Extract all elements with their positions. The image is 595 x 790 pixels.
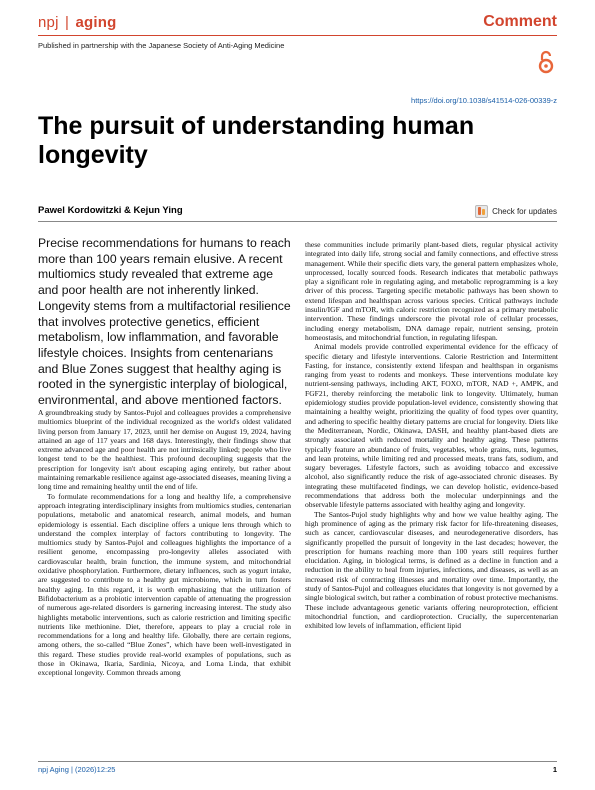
body-column-right [305,240,558,630]
crossmark-icon [475,205,488,218]
brand-aging: aging [75,14,117,31]
check-for-updates-label: Check for updates [492,207,557,216]
standfirst: Precise recommendations for humans to reach more than 100 years remain elusive. A recent multiomics study revealed that extreme age and poor health are not inherently linked. Longevity stems from a multifactorial resilience that involves protective genetics, efficient metabolism, low inflammation, and favorable lifestyle choices. Insights from centenarians and Blue Zones suggest that healthy aging is rooted in the synergistic interplay of biological, environmental, and above mentioned factors. [38,236,291,408]
check-for-updates-button[interactable] [475,205,557,218]
page-number: 1 [552,765,557,774]
body-paragraph: Animal models provide controlled experimental evidence for the efficacy of specific dietary and lifestyle interventions. Calorie Restriction and Intermittent Fasting, for instance, consistently extend lifespan and healthspan in organisms ranging from yeast to rodents and monkeys. These interventions modulate key nutrient-sensing pathways, including AKT, FOXO, mTOR, NAD +, AMPK, and FGF21, thereby reinforcing the metabolic link to longevity. Ultimately, human epidemiology studies provide population-level evidence, consistently showing that maintaining a healthy weight, prioritizing the quality of food types over quantity, and adhering to specific healthy dietary patterns are crucial for longevity. Diets like the Mediterranean, Nordic, Okinawa, DASH, and healthy plant-based diets are strongly associated with reduced mortality and healthy aging. These patterns typically feature an abundance of fruits, vegetables, whole grains, nuts, legumes, and lean proteins, while limiting red and processed meats, trans fats, sodium, and sugary beverages. Lifestyle factors, such as avoiding tobacco and excessive alcohol, also significantly reduce the risk of age-associated chronic diseases. By integrating these multifaceted findings, we can develop holistic, evidence-based recommendations that address both the molecular underpinnings and the observable lifestyle patterns associated with healthy aging and longevity. [305,342,558,510]
body-paragraph: these communities include primarily plant-based diets, regular physical activity integrated into daily life, strong social and family connections, and effective stress management. While their specific diets vary, the general pattern emphasizes whole, unprocessed, locally sourced foods. Research indicates that metabolic pathways play a significant role in regulating aging, and metabolic reprogramming is a key driver of this process. Targeting specific metabolic pathways has been shown to extend lifespan and healthspan across various species. Critical pathways include insulin/IGF and mTOR, with caloric restriction recognized as a primary metabolic intervention. These findings underscore the pivotal role of cellular processes, including energy metabolism, DNA damage repair, nutrient sensing, protein homeostasis, and mitochondrial function, in regulating lifespan. [305,240,558,342]
footer-citation: npj Aging | (2026)12:25 [38,765,116,774]
partnership-note: Published in partnership with the Japanese Society of Anti-Aging Medicine [38,41,285,50]
article-type: Comment [483,13,557,30]
doi-link[interactable]: https://doi.org/10.1038/s41514-026-00339-z [411,96,557,105]
footer-rule [38,761,557,762]
body-paragraph: The Santos-Pujol study highlights why and how we value healthy aging. The high prominence of aging as the primary risk factor for life-threatening diseases, such as cancer, cardiovascular diseases, and neurodegenerative disorders, has significantly propelled the pursuit of longevity in the last decades; however, the prescription for humans reaching more than 100 years still requires further elucidation. Aging, in biological terms, is defined as a decline in function and a reduction in the ability to heal from injuries, infections, and diseases, as well as an increased risk of contracting illnesses and mortality over time. Importantly, the study of Santos-Pujol and colleagues elucidates that longevity is not governed by a single biological switch, but rather a combination of robust protective mechanisms. These include advantageous genetic variants offering neuroprotection, efficient mitochondrial function, and cardioprotection. Crucially, the supercentenarian exhibited low levels of inflammation, efficient lipid [305,509,558,631]
body-paragraph: A groundbreaking study by Santos-Pujol and colleagues provides a comprehensive multiomics blueprint of the individual recognized as the world's oldest validated living person from January 17, 2023, until her demise on August 19, 2024, having attained an age of 117 years and 168 days. Interestingly, their findings show that extreme advanced age and poor health are not intrinsically linked; people who live longest tend to be the healthiest. This profound decoupling suggests that the prescription for longevity isn't about escaping aging entirely, but rather about maintaining remarkable resilience against age-associated diseases, meaning living a long time and remaining healthy until the end of life. [38,408,291,492]
article-title: The pursuit of understanding human longevity [38,112,475,169]
author-list[interactable]: Pawel Kordowitzki & Kejun Ying [38,205,183,216]
brand-separator: | [60,14,74,31]
journal-brand [38,14,116,31]
body-column-left [38,408,291,678]
header-rule [38,35,557,36]
title-rule [38,221,557,222]
brand-npj: npj [38,14,59,31]
body-paragraph: To formulate recommendations for a long and healthy life, a comprehensive approach integrating interdisciplinary insights from multiomics studies, centenarian populations, metabolic and anatomical research, animal models, and human epidemiology is essential. Each discipline offers a unique lens through which to understand the complex interplay of factors contributing to longevity. The multiomics study by Santos-Pujol and colleagues highlights the importance of a resilient genome, encompassing pro-longevity alleles associated with cardiovascular health, brain function, the immune system, and mitochondrial oxidative phosphorylation. Furthermore, dietary influences, such as yogurt intake, are suggested to contribute to a healthy gut microbiome, which in turn fosters healthy aging. In this regard, it is worth emphasizing that the utilization of Bifidobacterium as a probiotic intervention capable of attenuating the progression of numerous age-related disorders is garnering increasing interest. The study also highlights metabolic interventions, such as calorie restriction and limiting specific nutrients like methionine. Diet, therefore, appears to play a crucial role in recommendations for a long and healthy life. Globally, there are certain regions, among others, the so-called “Blue Zones”, which have been well-investigated in this regard. These studies provide real-world examples of populations, such as those in Okinawa, Ikaria, Sardinia, Nicoya, and Loma Linda, that exhibit exceptional longevity. Common threads among [38,491,291,678]
open-access-icon [537,50,555,74]
